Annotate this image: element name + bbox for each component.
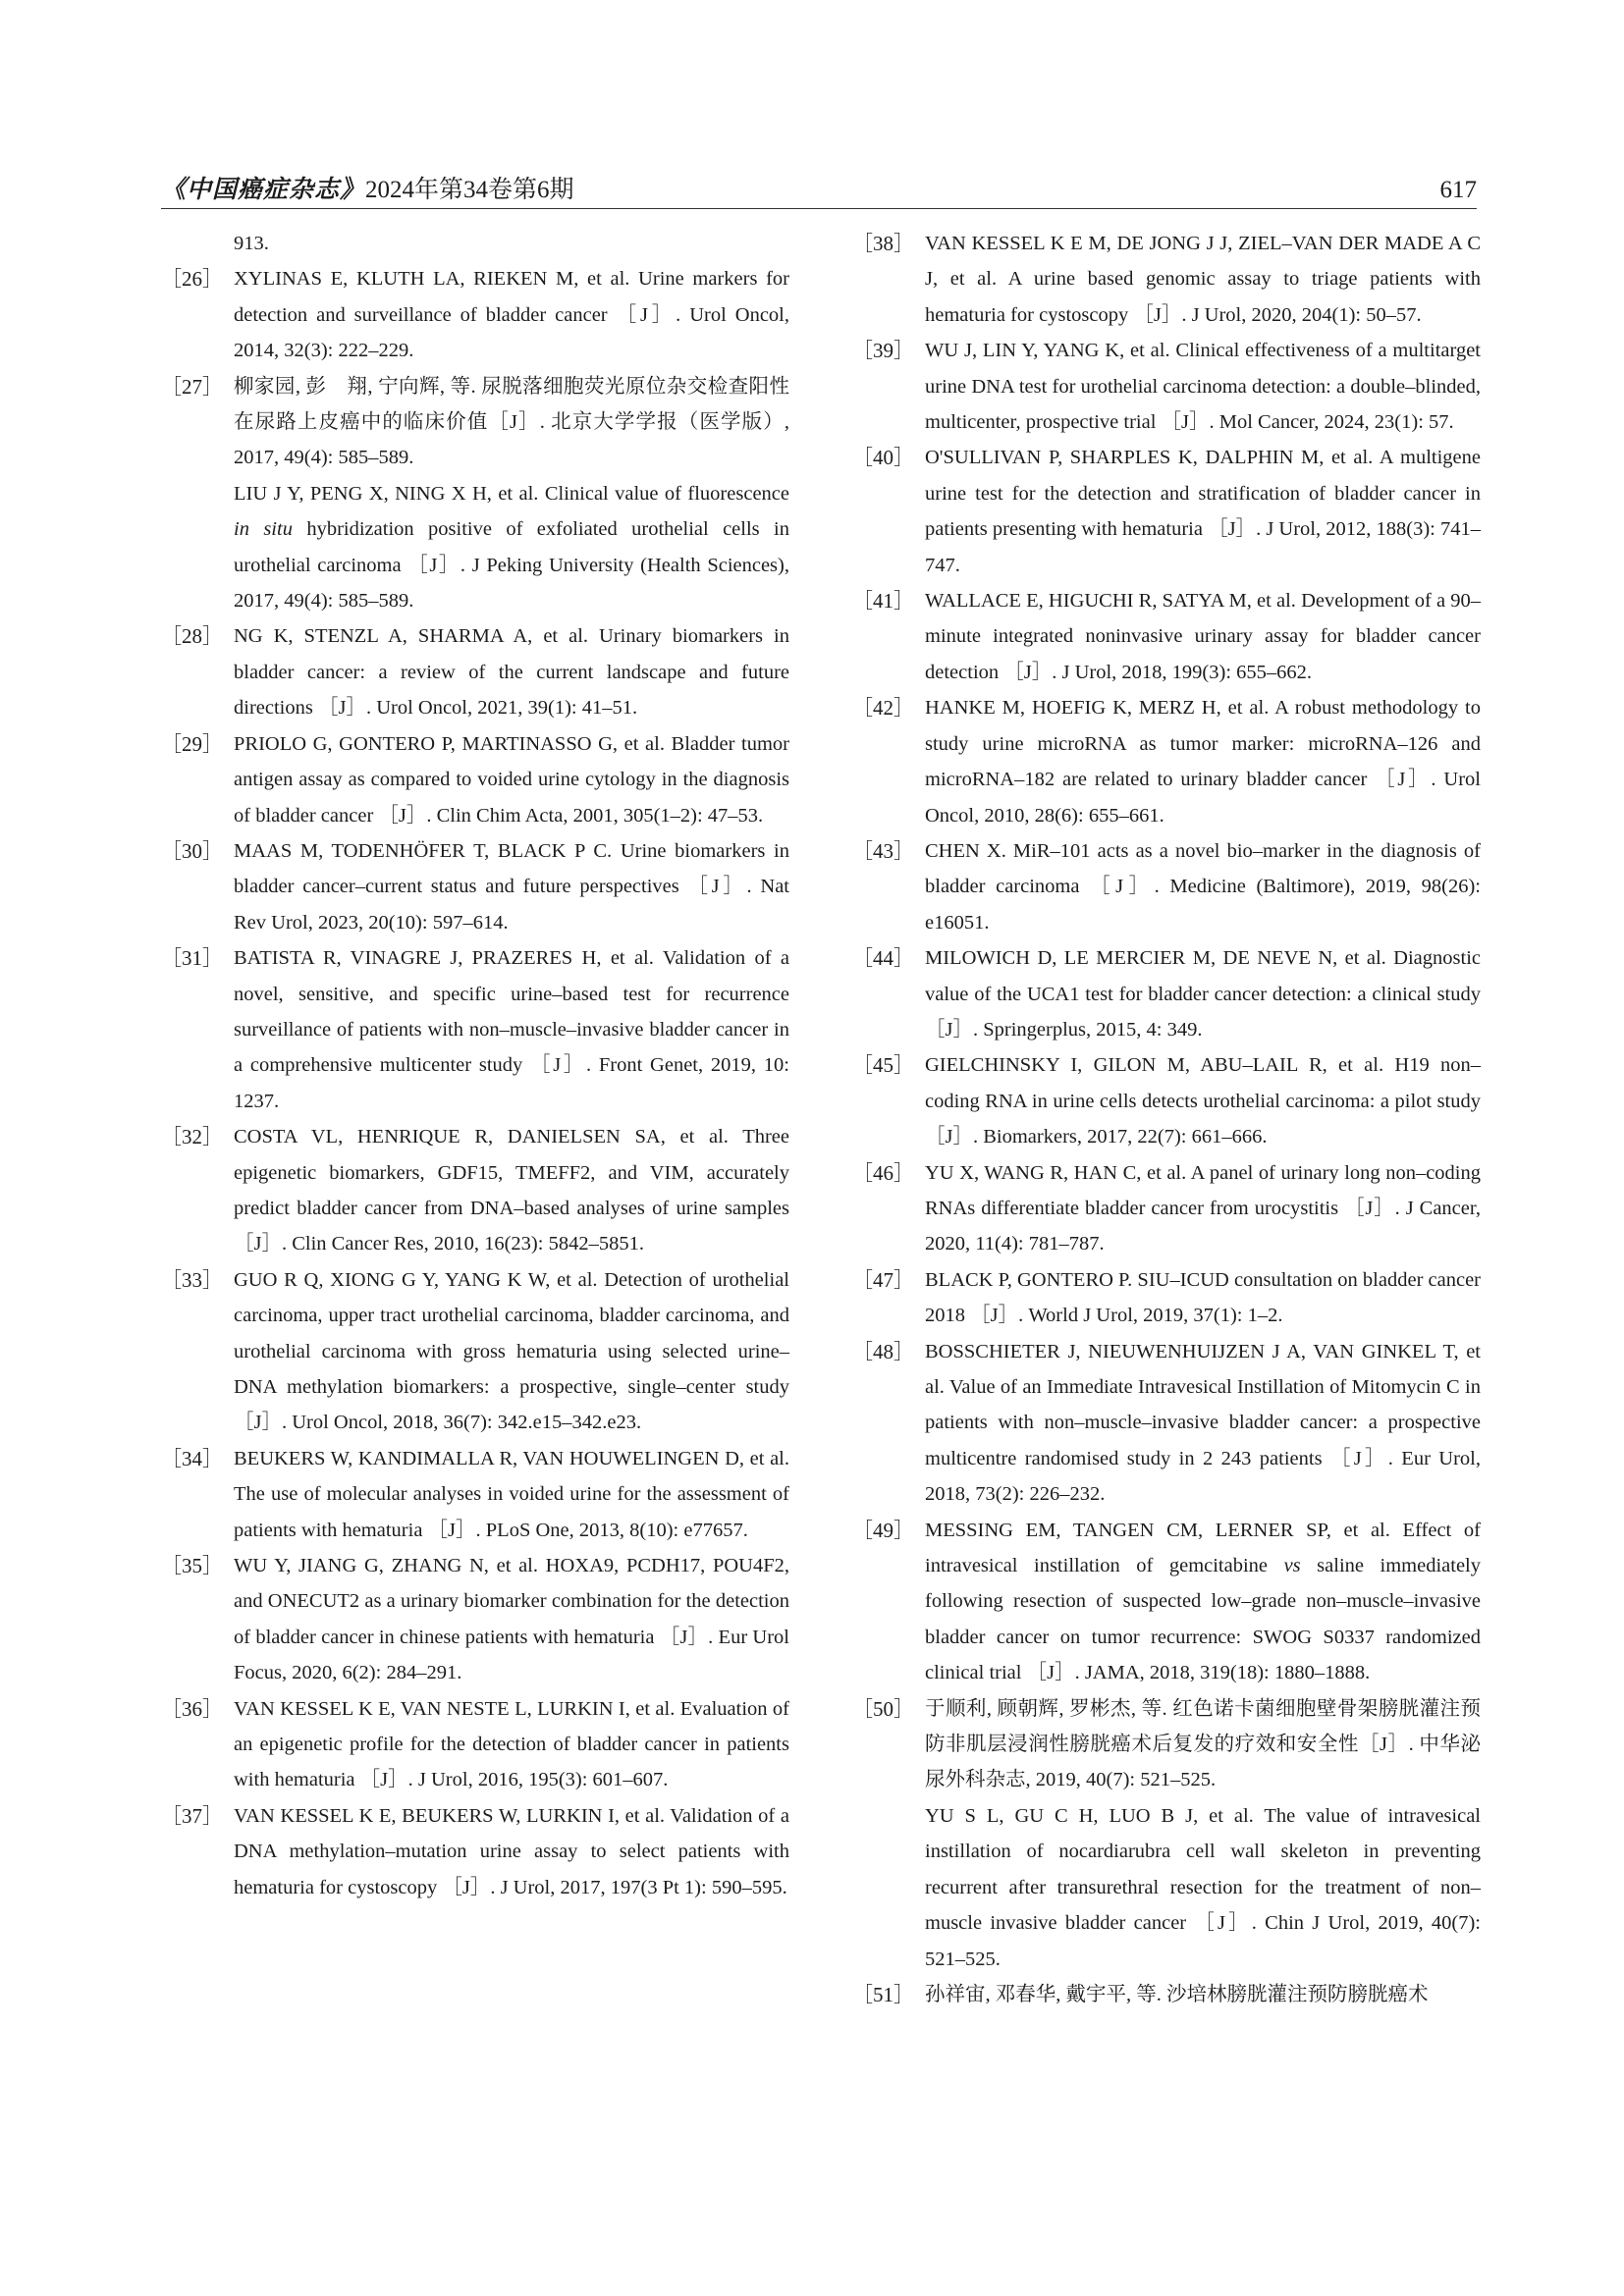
reference-text: 913.: [234, 233, 269, 254]
reference-number: ［31］: [161, 946, 223, 971]
journal-name: 《中国癌症杂志》: [161, 177, 366, 203]
journal-issue: 2024年第34卷第6期: [365, 177, 574, 203]
reference-text-part: hybridization positive of exfoliated urothelial cells in urothelial carcinoma ［J］. J Peking University (Health Sciences), 2017, 49(4): 585–589.: [234, 518, 789, 613]
reference-item: [161, 1691, 789, 1798]
reference-item: [852, 583, 1481, 690]
reference-item: [161, 476, 789, 619]
reference-text: HANKE M, HOEFIG K, MERZ H, et al. A robust methodology to study urine microRNA as tumor marker: microRNA–126 and microRNA–182 are related to urinary bladder cancer ［J］. Urol Oncol, 2010, 28(6): 655–661.: [925, 697, 1481, 827]
reference-item: [852, 833, 1481, 940]
reference-text-part: LIU J Y, PENG X, NING X H, et al. Clinical value of fluorescence: [234, 482, 789, 505]
reference-text: GIELCHINSKY I, GILON M, ABU–LAIL R, et al. H19 non–coding RNA in urine cells detects urothelial carcinoma: a pilot study ［J］. Biomarkers, 2017, 22(7): 661–666.: [925, 1054, 1481, 1148]
reference-number: ［49］: [852, 1518, 914, 1542]
reference-item: [161, 369, 789, 476]
reference-text: [234, 476, 789, 619]
reference-column-right: [852, 226, 1481, 2012]
reference-number: ［30］: [161, 838, 223, 863]
page-header: [161, 173, 1477, 212]
reference-item: [852, 226, 1481, 333]
reference-text: PRIOLO G, GONTERO P, MARTINASSO G, et al. Bladder tumor antigen assay as compared to voided urine cytology in the diagnosis of bladder cancer ［J］. Clin Chim Acta, 2001, 305(1–2): 47–53.: [234, 732, 789, 827]
reference-number: ［41］: [852, 589, 914, 614]
reference-item: [161, 226, 789, 261]
reference-item: [852, 440, 1481, 583]
reference-item: [852, 1262, 1481, 1334]
reference-item: [161, 1262, 789, 1441]
reference-text: MAAS M, TODENHÖFER T, BLACK P C. Urine biomarkers in bladder cancer–current status and future perspectives ［J］. Nat Rev Urol, 2023, 20(10): 597–614.: [234, 839, 789, 934]
reference-text: MILOWICH D, LE MERCIER M, DE NEVE N, et al. Diagnostic value of the UCA1 test for bladder cancer detection: a clinical study ［J］. Springerplus, 2015, 4: 349.: [925, 947, 1481, 1041]
reference-item: [161, 618, 789, 725]
reference-number: ［45］: [852, 1053, 914, 1078]
reference-number: ［38］: [852, 232, 914, 255]
reference-number: ［40］: [852, 446, 914, 470]
reference-number: ［34］: [161, 1446, 223, 1470]
reference-text-part: MESSING EM, TANGEN CM, LERNER SP, et al. Effect of intravesical instillation of gemcitabine: [925, 1519, 1481, 1577]
reference-text: O'SULLIVAN P, SHARPLES K, DALPHIN M, et al. A multigene urine test for the detection and stratification of bladder cancer in patients presenting with hematuria ［J］. J Urol, 2012, 188(3): 741–747.: [925, 447, 1481, 576]
reference-item: [852, 333, 1481, 440]
reference-item: [852, 1977, 1481, 2012]
reference-text: YU S L, GU C H, LUO B J, et al. The value of intravesical instillation of nocardiarubra cell wall skeleton in preventing recurrent after transurethral resection for the treatment of non–muscle invasive bladder cancer ［J］. Chin J Urol, 2019, 40(7): 521–525.: [925, 1804, 1481, 1970]
reference-number: ［50］: [852, 1696, 914, 1721]
reference-item: [161, 726, 789, 833]
reference-item: [852, 1691, 1481, 1798]
reference-number: ［36］: [161, 1696, 223, 1721]
reference-item: [161, 833, 789, 940]
reference-text: GUO R Q, XIONG G Y, YANG K W, et al. Detection of urothelial carcinoma, upper tract urothelial carcinoma, bladder carcinoma, and urothelial carcinoma with gross hematuria using selected urine–DNA methylation biomarkers: a prospective, single–center study ［J］. Urol Oncol, 2018, 36(7): 342.e15–342.e23.: [234, 1268, 789, 1434]
reference-text-part: saline immediately following resection of suspected low–grade non–muscle–invasive bladder cancer on tumor recurrence: SWOG S0337 randomized clinical trial ［J］. JAMA, 2018, 319(18): 1880–1888.: [925, 1555, 1481, 1684]
reference-text: YU X, WANG R, HAN C, et al. A panel of urinary long non–coding RNAs differentiate bladder cancer from urocystitis ［J］. J Cancer, 2020, 11(4): 781–787.: [925, 1161, 1481, 1255]
reference-item: [161, 940, 789, 1119]
reference-item: [161, 261, 789, 368]
reference-text: BEUKERS W, KANDIMALLA R, VAN HOUWELINGEN D, et al. The use of molecular analyses in voided urine for the assessment of patients with hematuria ［J］. PLoS One, 2013, 8(10): e77657.: [234, 1447, 789, 1541]
reference-item: [852, 1047, 1481, 1154]
reference-number: ［44］: [852, 946, 914, 971]
reference-text: VAN KESSEL K E, VAN NESTE L, LURKIN I, et al. Evaluation of an epigenetic profile for the detection of bladder cancer in patients with hematuria ［J］. J Urol, 2016, 195(3): 601–607.: [234, 1697, 789, 1791]
reference-number: ［27］: [161, 374, 223, 399]
reference-text: WALLACE E, HIGUCHI R, SATYA M, et al. Development of a 90–minute integrated noninvasive urinary assay for bladder cancer detection ［J］. J Urol, 2018, 199(3): 655–662.: [925, 590, 1481, 683]
running-head: [161, 173, 574, 208]
reference-number: ［33］: [161, 1267, 223, 1292]
reference-number: ［35］: [161, 1554, 223, 1578]
reference-number: ［46］: [852, 1160, 914, 1185]
reference-item: [852, 690, 1481, 833]
reference-item: [161, 1441, 789, 1548]
reference-text: 柳家园, 彭 翔, 宁向辉, 等. 尿脱落细胞荧光原位杂交检查阳性在尿路上皮癌中的临床价值［J］. 北京大学学报（医学版）, 2017, 49(4): 585–589.: [234, 375, 789, 469]
reference-text: VAN KESSEL K E M, DE JONG J J, ZIEL–VAN DER MADE A C J, et al. A urine based genomic assay to triage patients with hematuria for cystoscopy ［J］. J Urol, 2020, 204(1): 50–57.: [925, 233, 1481, 326]
reference-text: BATISTA R, VINAGRE J, PRAZERES H, et al. Validation of a novel, sensitive, and specific urine–based test for recurrence surveillance of patients with non–muscle–invasive bladder cancer in a comprehensive multicenter study ［J］. Front Genet, 2019, 10: 1237.: [234, 947, 789, 1112]
reference-text: WU J, LIN Y, YANG K, et al. Clinical effectiveness of a multitarget urine DNA test for urothelial carcinoma detection: a double–blinded, multicenter, prospective trial ［J］. Mol Cancer, 2024, 23(1): 57.: [925, 340, 1481, 434]
reference-item: [852, 940, 1481, 1047]
reference-number: ［47］: [852, 1267, 914, 1292]
reference-number: ［26］: [161, 267, 223, 292]
reference-number: ［29］: [161, 731, 223, 756]
reference-number: ［42］: [852, 696, 914, 721]
reference-text: COSTA VL, HENRIQUE R, DANIELSEN SA, et al. Three epigenetic biomarkers, GDF15, TMEFF2, and VIM, accurately predict bladder cancer from DNA–based analyses of urine samples ［J］. Clin Cancer Res, 2010, 16(23): 5842–5851.: [234, 1126, 789, 1255]
page-number: 617: [1439, 177, 1477, 203]
reference-text: XYLINAS E, KLUTH LA, RIEKEN M, et al. Urine markers for detection and surveillance of bladder cancer ［J］. Urol Oncol, 2014, 32(3): 222–229.: [234, 268, 789, 362]
header-rule: [161, 208, 1477, 209]
reference-text-italic: vs: [1283, 1555, 1301, 1577]
reference-text: VAN KESSEL K E, BEUKERS W, LURKIN I, et al. Validation of a DNA methylation–mutation urine assay to select patients with hematuria for cystoscopy ［J］. J Urol, 2017, 197(3 Pt 1): 590–595.: [234, 1804, 789, 1898]
reference-item: [852, 1513, 1481, 1691]
reference-number: ［48］: [852, 1339, 914, 1363]
reference-text: BOSSCHIETER J, NIEUWENHUIJZEN J A, VAN GINKEL T, et al. Value of an Immediate Intravesical Instillation of Mitomycin C in patients with non–muscle–invasive bladder cancer: a prospective multicentre randomised study in 2 243 patients ［J］. Eur Urol, 2018, 73(2): 226–232.: [925, 1340, 1481, 1506]
reference-text: 孙祥宙, 邓春华, 戴宇平, 等. 沙培林膀胱灌注预防膀胱癌术: [925, 1983, 1429, 2005]
reference-number: ［51］: [852, 1982, 914, 2006]
reference-text: [925, 1513, 1481, 1691]
reference-text: 于顺利, 顾朝辉, 罗彬杰, 等. 红色诺卡菌细胞壁骨架膀胱灌注预防非肌层浸润性膀胱癌术后复发的疗效和安全性［J］. 中华泌尿外科杂志, 2019, 40(7): 521–525.: [925, 1697, 1481, 1791]
reference-text: BLACK P, GONTERO P. SIU–ICUD consultation on bladder cancer 2018 ［J］. World J Urol, 2019, 37(1): 1–2.: [925, 1268, 1481, 1327]
reference-number: ［43］: [852, 838, 914, 863]
reference-item: [852, 1798, 1481, 1977]
reference-item: [161, 1119, 789, 1262]
reference-column-left: [161, 226, 789, 1905]
reference-item: [852, 1334, 1481, 1513]
reference-number: ［39］: [852, 339, 914, 363]
reference-item: [161, 1548, 789, 1691]
reference-text: WU Y, JIANG G, ZHANG N, et al. HOXA9, PCDH17, POU4F2, and ONECUT2 as a urinary biomarker combination for the detection of bladder cancer in chinese patients with hematuria ［J］. Eur Urol Focus, 2020, 6(2): 284–291.: [234, 1555, 789, 1684]
reference-text: CHEN X. MiR–101 acts as a novel bio–marker in the diagnosis of bladder carcinoma ［J］. Medicine (Baltimore), 2019, 98(26): e16051.: [925, 839, 1481, 934]
reference-text: NG K, STENZL A, SHARMA A, et al. Urinary biomarkers in bladder cancer: a review of the current landscape and future directions ［J］. Urol Oncol, 2021, 39(1): 41–51.: [234, 625, 789, 720]
reference-number: ［28］: [161, 624, 223, 649]
reference-number: ［32］: [161, 1125, 223, 1149]
reference-item: [161, 1798, 789, 1905]
reference-item: [852, 1155, 1481, 1262]
reference-number: ［37］: [161, 1803, 223, 1828]
reference-text-italic: in situ: [234, 518, 293, 541]
